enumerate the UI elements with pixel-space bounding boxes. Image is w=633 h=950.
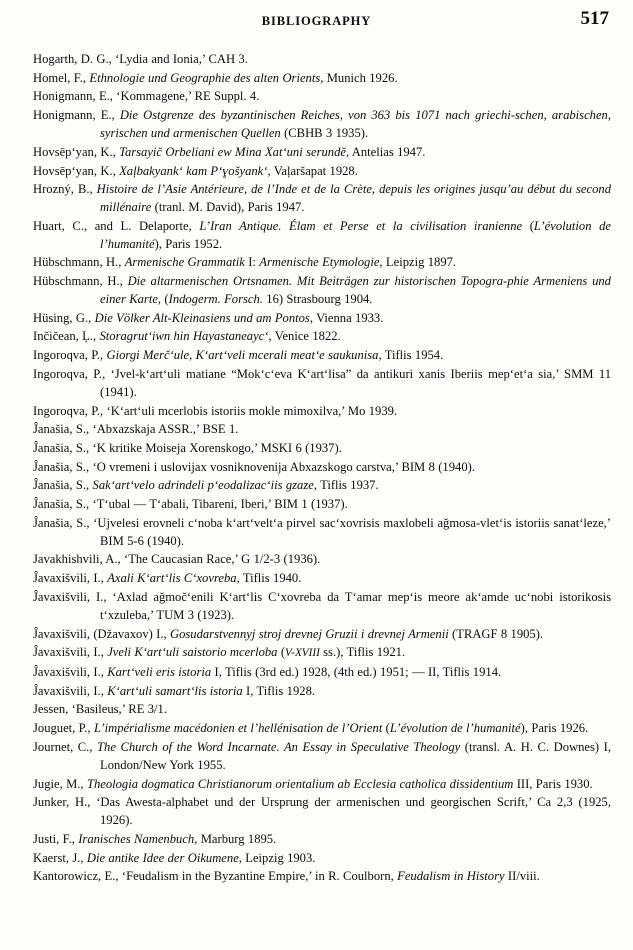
bibliography-entry: Ĵavaxišvili, I., ‘Axlad ağmoč‘enili K‘art‘lis C‘xovreba da T‘amar mep‘is meore ak‘amde uc‘nobi istorikosis t‘xzuleba,’ TUM 3 (1923). xyxy=(33,589,611,622)
bibliography-entry: Justi, F., Iranisches Namenbuch, Marburg 1895. xyxy=(33,831,277,846)
bibliography-entry: Ĵavaxišvili, I., Jveli K‘art‘uli saistorio mcerloba (V-XVIII ss.), Tiflis 1921. xyxy=(33,645,406,660)
bibliography-entry: Hüsing, G., Die Völker Alt-Kleinasiens und am Pontos, Vienna 1933. xyxy=(33,310,384,325)
bibliography-entry: Hrozný, B., Histoire de l’Asie Antérieure, de l’Inde et de la Crète, depuis les origines jusqu’au début du second millénaire (tranl. M. David), Paris 1947. xyxy=(33,182,611,215)
bibliography-entry: Javakhishvili, A., ‘The Caucasian Race,’ G 1/2-3 (1936). xyxy=(33,552,321,567)
bibliography-entry: Jugie, M., Theologia dogmatica Christianorum orientalium ab Ecclesia catholica dissidentium III, Paris 1930. xyxy=(33,776,593,791)
bibliography-entry: Jessen, ‘Basileus,’ RE 3/1. xyxy=(33,702,167,717)
bibliography-entry: Honigmann, E., ‘Kommagene,’ RE Suppl. 4. xyxy=(33,89,260,104)
bibliography-entry: Ĵanašia, S., ‘Abxazskaja ASSR.,’ BSE 1. xyxy=(33,422,239,437)
bibliography-entry: Ĵanašia, S., ‘Ujvelesi erovneli c‘noba k‘art‘velt‘a pirvel sac‘xovrisis maxlobeli ağmosa-vlet‘is istoriis sanat‘leze,’ BIM 5-6 (1940). xyxy=(33,515,611,548)
bibliography-entry: Ĵanašia, S., ‘T‘ubal — T‘abali, Tibareni, Iberi,’ BIM 1 (1937). xyxy=(33,497,348,512)
bibliography-entry: Ĵanašia, S., Sak‘art‘velo adrindeli p‘eodalizac‘iis gzaze, Tiflis 1937. xyxy=(33,478,379,493)
bibliography-entry: Hogarth, D. G., ‘Lydia and Ionia,’ CAH 3. xyxy=(33,52,248,66)
page-number: 517 xyxy=(580,8,609,29)
bibliography-entry: Ĵavaxišvili, (Džavaxov) I., Gosudarstvennyj stroj drevnej Gruzii i drevnej Armenii (TRAGF 8 1905). xyxy=(33,626,544,641)
bibliography-entry: Kantorowicz, E., ‘Feudalism in the Byzantine Empire,’ in R. Coulborn, Feudalism in History II/viii. xyxy=(33,869,540,884)
bibliography-entry-list xyxy=(0,38,633,886)
bibliography-entry: Junker, H., ‘Das Awesta-alphabet und der Ursprung der armenischen und georgischen Scrift,’ Ca 2,3 (1925, 1926). xyxy=(33,795,611,828)
bibliography-entry: Ingoroqva, P., ‘Jvel-k‘art‘uli matiane “Mok‘c‘eva K‘art‘lisa” da antikuri xanis Iberiis mep‘et‘a sia,’ SMM 11 (1941). xyxy=(33,366,611,399)
bibliography-entry: Hovsēp‘yan, K., Xaļbakyank‘ kam P‘ɣošyank‘, Vaļaršapat 1928. xyxy=(33,163,358,178)
bibliography-entry: Ĵanašia, S., ‘K kritike Moiseja Xorenskogo,’ MSKI 6 (1937). xyxy=(33,440,342,455)
bibliography-entry: Homel, F., Ethnologie und Geographie des alten Orients, Munich 1926. xyxy=(33,70,398,85)
bibliography-entry: Journet, C., The Church of the Word Incarnate. An Essay in Speculative Theology (transl. A. H. C. Downes) I, London/New York 1955. xyxy=(33,739,611,772)
bibliography-entry: Hübschmann, H., Die altarmenischen Ortsnamen. Mit Beiträgen zur historischen Topogra-phie Armeniens und einer Karte, (Indogerm. Forsch. 16) Strasbourg 1904. xyxy=(33,274,611,306)
bibliography-entry: Hovsēp‘yan, K., Tarsayič Orbeliani ew Mina Xat‘uni serundĕ, Antelias 1947. xyxy=(33,144,426,159)
bibliography-entry: Huart, C., and L. Delaporte, L’Iran Antique. Élam et Perse et la civilisation iranienne (L’évolution de l’humanité), Paris 1952. xyxy=(33,218,611,251)
bibliography-entry: Ĵavaxišvili, I., Axali K‘art‘lis C‘xovreba, Tiflis 1940. xyxy=(33,571,302,586)
running-head xyxy=(0,0,633,38)
bibliography-entry: Kaerst, J., Die antike Idee der Oikumene, Leipzig 1903. xyxy=(33,850,316,865)
bibliography-entry: Ĵavaxišvili, I., Kart‘veli eris istoria I, Tiflis (3rd ed.) 1928, (4th ed.) 1951; — II, Tiflis 1914. xyxy=(33,665,502,679)
bibliography-entry: Honigmann, E., Die Ostgrenze des byzantinischen Reiches, von 363 bis 1071 nach griechi-schen, arabischen, syrischen und armenischen Quellen (CBHB 3 1935). xyxy=(33,108,611,141)
bibliography-entry: Ĵavaxišvili, I., K‘art‘uli samart‘lis istoria I, Tiflis 1928. xyxy=(33,683,316,698)
bibliography-entry: Ĵanašia, S., ‘O vremeni i uslovijax vosniknovenija Abxazskogo carstva,’ BIM 8 (1940). xyxy=(33,459,475,474)
bibliography-entry: Ingoroqva, P., ‘K‘art‘uli mcerlobis istoriis mokle mimoxilva,’ Mo 1939. xyxy=(33,403,398,418)
bibliography-entry: Jouguet, P., L’impérialisme macédonien et l’hellénisation de l’Orient (L’évolution de l’humanité), Paris 1926. xyxy=(33,721,589,736)
page-title: BIBLIOGRAPHY xyxy=(261,14,372,28)
bibliography-entry: Hübschmann, H., Armenische Grammatik I: Armenische Etymologie, Leipzig 1897. xyxy=(33,255,457,270)
bibliography-entry: Ingoroqva, P., Giorgi Merč‘ule, K‘art‘veli mcerali meat‘e saukunisa, Tiflis 1954. xyxy=(33,348,444,363)
bibliography-entry: Inčičean, Ļ., Storagrut‘iwn hin Hayastaneayc‘, Venice 1822. xyxy=(33,329,341,344)
